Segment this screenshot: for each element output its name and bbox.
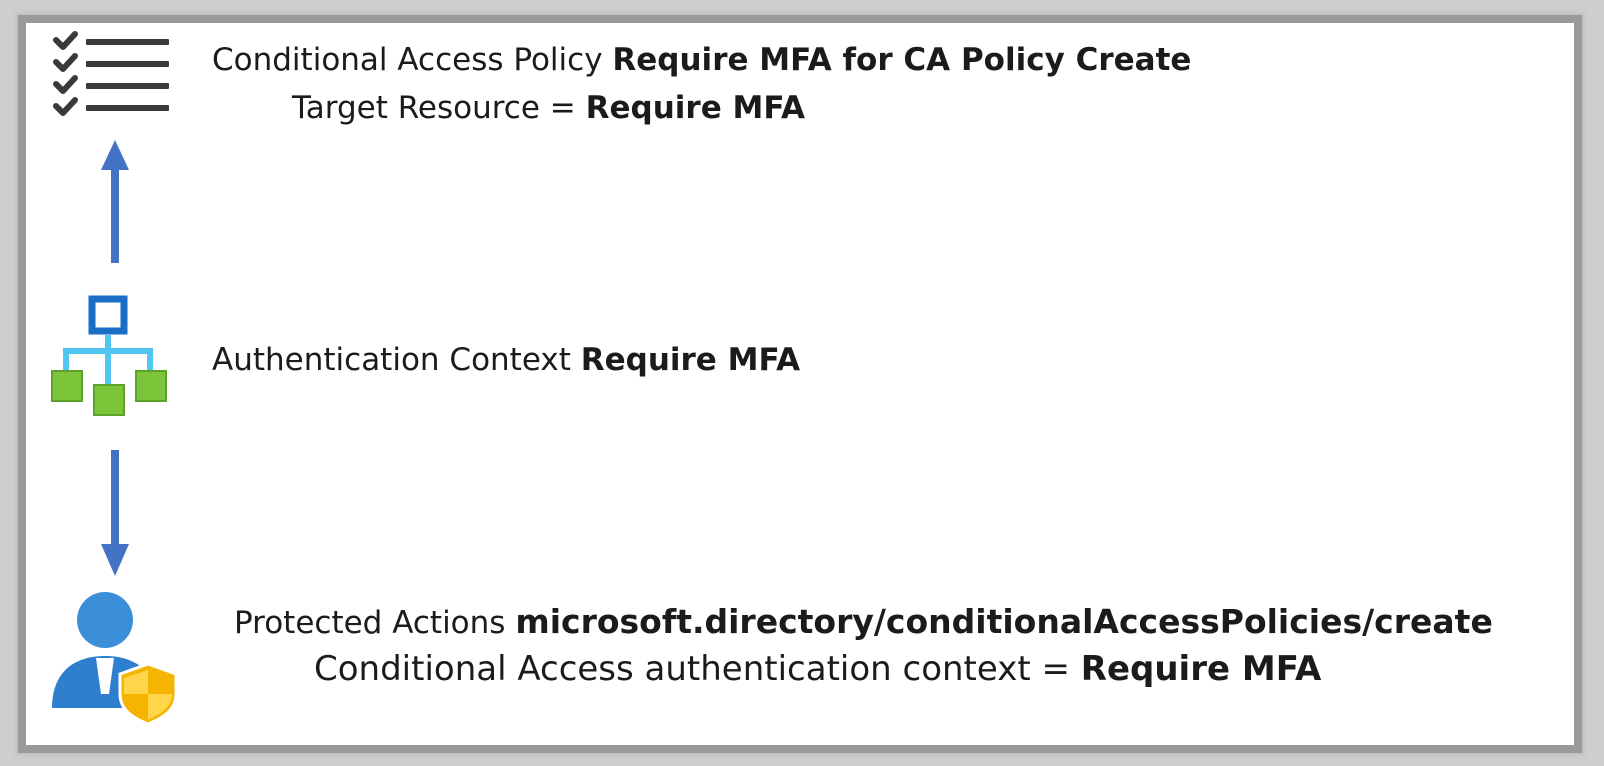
policy-line	[212, 41, 1191, 79]
policy-prefix: Conditional Access Policy	[212, 42, 603, 78]
user-shield-icon	[50, 590, 180, 725]
context-name: Require MFA	[580, 342, 801, 378]
actions-name: microsoft.directory/conditionalAccessPolicies/create	[515, 602, 1493, 641]
context-line	[212, 341, 800, 379]
policy-name: Require MFA for CA Policy Create	[612, 42, 1192, 78]
actions-context-value: Require MFA	[1080, 649, 1322, 689]
arrow-up-icon	[98, 140, 132, 266]
hierarchy-icon	[50, 295, 172, 420]
arrow-down-icon	[98, 450, 132, 576]
actions-prefix: Protected Actions	[234, 605, 506, 641]
actions-context-prefix: Conditional Access authentication context =	[314, 649, 1070, 689]
actions-context-line	[314, 648, 1321, 690]
actions-line	[234, 601, 1493, 643]
policy-target-prefix: Target Resource =	[292, 90, 576, 126]
checklist-icon	[50, 30, 175, 122]
context-prefix: Authentication Context	[212, 342, 571, 378]
policy-target-line	[292, 89, 805, 127]
policy-target-value: Require MFA	[585, 90, 805, 126]
